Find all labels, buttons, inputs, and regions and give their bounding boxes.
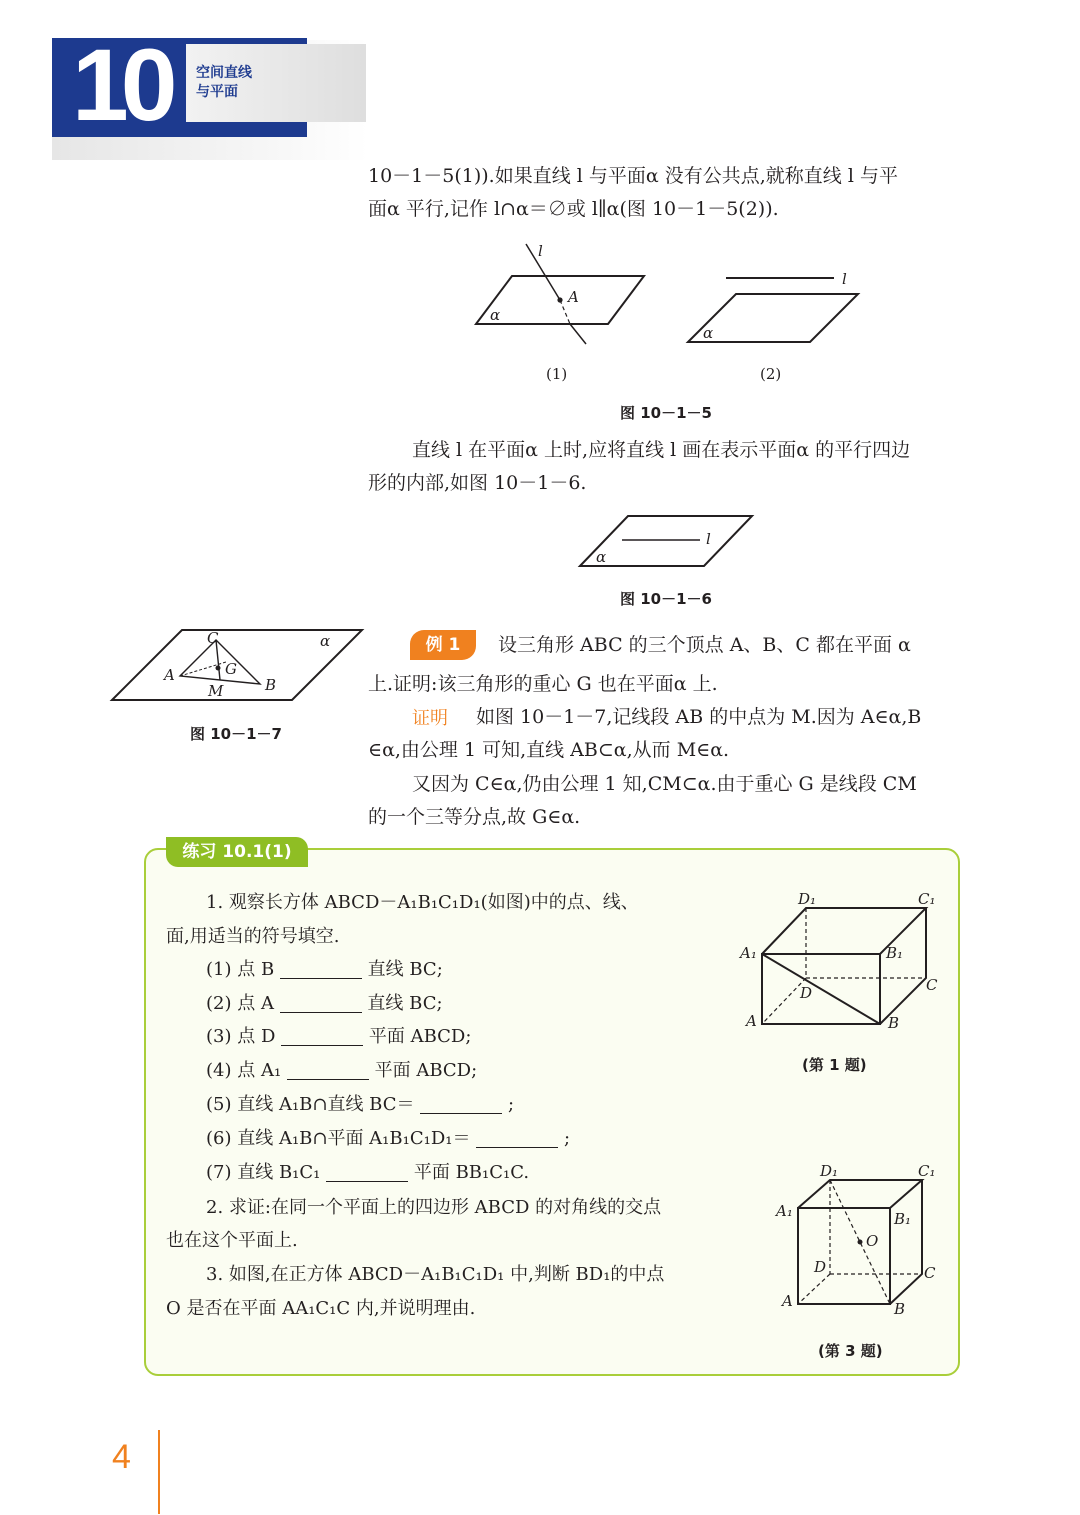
fig5-label-alpha2: α — [703, 324, 714, 342]
item-2-blank[interactable] — [280, 992, 362, 1013]
exercise-q2-line2: 也在这个平面上. — [166, 1230, 298, 1251]
fig5-label-l2: l — [842, 270, 847, 288]
fig5-sub1: (1) — [546, 365, 568, 383]
exercise-item-1 — [206, 953, 443, 986]
item-4-label: (4) 点 A₁ — [206, 1060, 282, 1081]
item-3-label: (3) 点 D — [206, 1026, 276, 1047]
fig5-sub2: (2) — [760, 365, 782, 383]
fig3-caption: (第 3 题) — [818, 1342, 883, 1360]
exercise-item-7 — [206, 1156, 529, 1189]
exercise-item-6 — [206, 1122, 570, 1155]
q1-label-C1: C₁ — [918, 890, 936, 908]
proof-line1: 如图 10－1－7,记线段 AB 的中点为 M.因为 A∈α,B — [476, 706, 922, 728]
item-6-label: (6) 直线 A₁B∩平面 A₁B₁C₁D₁＝ — [206, 1128, 471, 1149]
item-3-after: 平面 ABCD; — [368, 1026, 472, 1047]
fig1-caption: (第 1 题) — [802, 1056, 867, 1074]
q3-label-B: B — [894, 1300, 906, 1316]
figure-q1-cuboid — [736, 888, 946, 1038]
figure-10-1-7 — [106, 624, 368, 708]
exercise-item-2 — [206, 987, 443, 1020]
q3-label-A1: A₁ — [776, 1202, 793, 1220]
exercise-item-5 — [206, 1088, 514, 1121]
item-7-after: 平面 BB₁C₁C. — [413, 1162, 530, 1183]
figure-10-1-5-part2 — [688, 270, 858, 342]
item-4-after: 平面 ABCD; — [374, 1060, 478, 1081]
q3-label-C: C — [924, 1264, 936, 1282]
example-1-badge: 例 1 — [410, 630, 476, 660]
item-2-after: 直线 BC; — [367, 993, 443, 1014]
chapter-title-line2: 与平面 — [196, 84, 238, 100]
item-7-blank[interactable] — [326, 1161, 408, 1182]
proof-label: 证明 — [412, 708, 448, 729]
fig7-label-G: G — [225, 660, 237, 678]
q3-label-D: D — [814, 1258, 827, 1276]
proof-line3: 又因为 C∈α,仍由公理 1 知,CM⊂α.由于重心 G 是线段 CM — [412, 773, 917, 795]
figure-10-1-5 — [460, 236, 880, 360]
example-1-line2: 上.证明:该三角形的重心 G 也在平面α 上. — [368, 673, 718, 695]
exercise-q1-line2: 面,用适当的符号填空. — [166, 926, 340, 947]
q3-label-O: O — [866, 1232, 879, 1250]
fig5-label-l: l — [538, 242, 543, 260]
chapter-title-line1: 空间直线 — [196, 65, 252, 81]
q1-label-B1: B₁ — [886, 944, 904, 962]
q3-label-D1: D₁ — [820, 1162, 839, 1180]
intro-line1: 10－1－5(1)).如果直线 l 与平面α 没有公共点,就称直线 l 与平 — [368, 165, 898, 187]
proof-line4: 的一个三等分点,故 G∈α. — [368, 806, 581, 828]
q3-label-A: A — [782, 1292, 793, 1310]
item-1-label: (1) 点 B — [206, 959, 275, 980]
page-number-divider — [158, 1430, 160, 1514]
exercise-q1-line1: 1. 观察长方体 ABCD－A₁B₁C₁D₁(如图)中的点、线、 — [206, 892, 639, 913]
q1-label-A1: A₁ — [740, 944, 757, 962]
fig6-label-alpha: α — [596, 548, 607, 566]
item-6-blank[interactable] — [476, 1127, 558, 1148]
chapter-number: 10 — [72, 28, 170, 142]
q1-label-D: D — [800, 984, 813, 1002]
fig7-label-C: C — [207, 629, 219, 647]
item-5-blank[interactable] — [420, 1093, 502, 1114]
item-1-after: 直线 BC; — [367, 959, 443, 980]
intro-line2: 面α 平行,记作 l∩α＝∅或 l∥α(图 10－1－5(2)). — [368, 198, 779, 220]
exercise-item-3 — [206, 1020, 471, 1053]
item-4-blank[interactable] — [287, 1059, 369, 1080]
exercise-q3-line1: 3. 如图,在正方体 ABCD－A₁B₁C₁D₁ 中,判断 BD₁的中点 — [206, 1264, 665, 1285]
q1-label-C: C — [926, 976, 938, 994]
item-7-label: (7) 直线 B₁C₁ — [206, 1162, 321, 1183]
q3-label-B1: B₁ — [894, 1210, 912, 1228]
fig5-caption: 图 10－1－5 — [620, 404, 712, 422]
fig6-label-l: l — [706, 530, 711, 548]
figure-10-1-5-part1 — [476, 242, 644, 344]
q1-label-A: A — [746, 1012, 757, 1030]
fig5-label-alpha1: α — [490, 306, 501, 324]
fig6-caption: 图 10－1－6 — [620, 590, 712, 608]
q1-label-B: B — [888, 1014, 900, 1032]
figure-q3-cube — [774, 1160, 946, 1316]
exercise-q3-line2: O 是否在平面 AA₁C₁C 内,并说明理由. — [166, 1298, 476, 1319]
fig7-label-A: A — [164, 666, 175, 684]
item-1-blank[interactable] — [280, 958, 362, 979]
q3-label-C1: C₁ — [918, 1162, 936, 1180]
exercise-q2-line1: 2. 求证:在同一个平面上的四边形 ABCD 的对角线的交点 — [206, 1197, 662, 1218]
item-3-blank[interactable] — [281, 1025, 363, 1046]
fig7-label-alpha: α — [320, 632, 331, 650]
fig7-label-B: B — [265, 676, 277, 694]
fig7-label-M: M — [208, 682, 224, 700]
exercise-tab: 练习 10.1(1) — [166, 837, 308, 867]
figure-10-1-6 — [570, 510, 760, 574]
page-number: 4 — [112, 1438, 131, 1476]
example-1-line1: 设三角形 ABC 的三个顶点 A、B、C 都在平面 α — [498, 634, 911, 656]
fig5-label-A: A — [568, 288, 579, 306]
q1-label-D1: D₁ — [798, 890, 817, 908]
item-5-label: (5) 直线 A₁B∩直线 BC＝ — [206, 1094, 415, 1115]
line-in-plane-line2: 形的内部,如图 10－1－6. — [368, 472, 587, 494]
fig7-caption: 图 10－1－7 — [190, 725, 282, 743]
exercise-item-4 — [206, 1054, 477, 1087]
item-2-label: (2) 点 A — [206, 993, 274, 1014]
line-in-plane-line1: 直线 l 在平面α 上时,应将直线 l 画在表示平面α 的平行四边 — [412, 439, 911, 461]
item-5-after: ; — [508, 1094, 515, 1115]
proof-line2: ∈α,由公理 1 可知,直线 AB⊂α,从而 M∈α. — [368, 739, 730, 761]
item-6-after: ; — [563, 1128, 571, 1149]
